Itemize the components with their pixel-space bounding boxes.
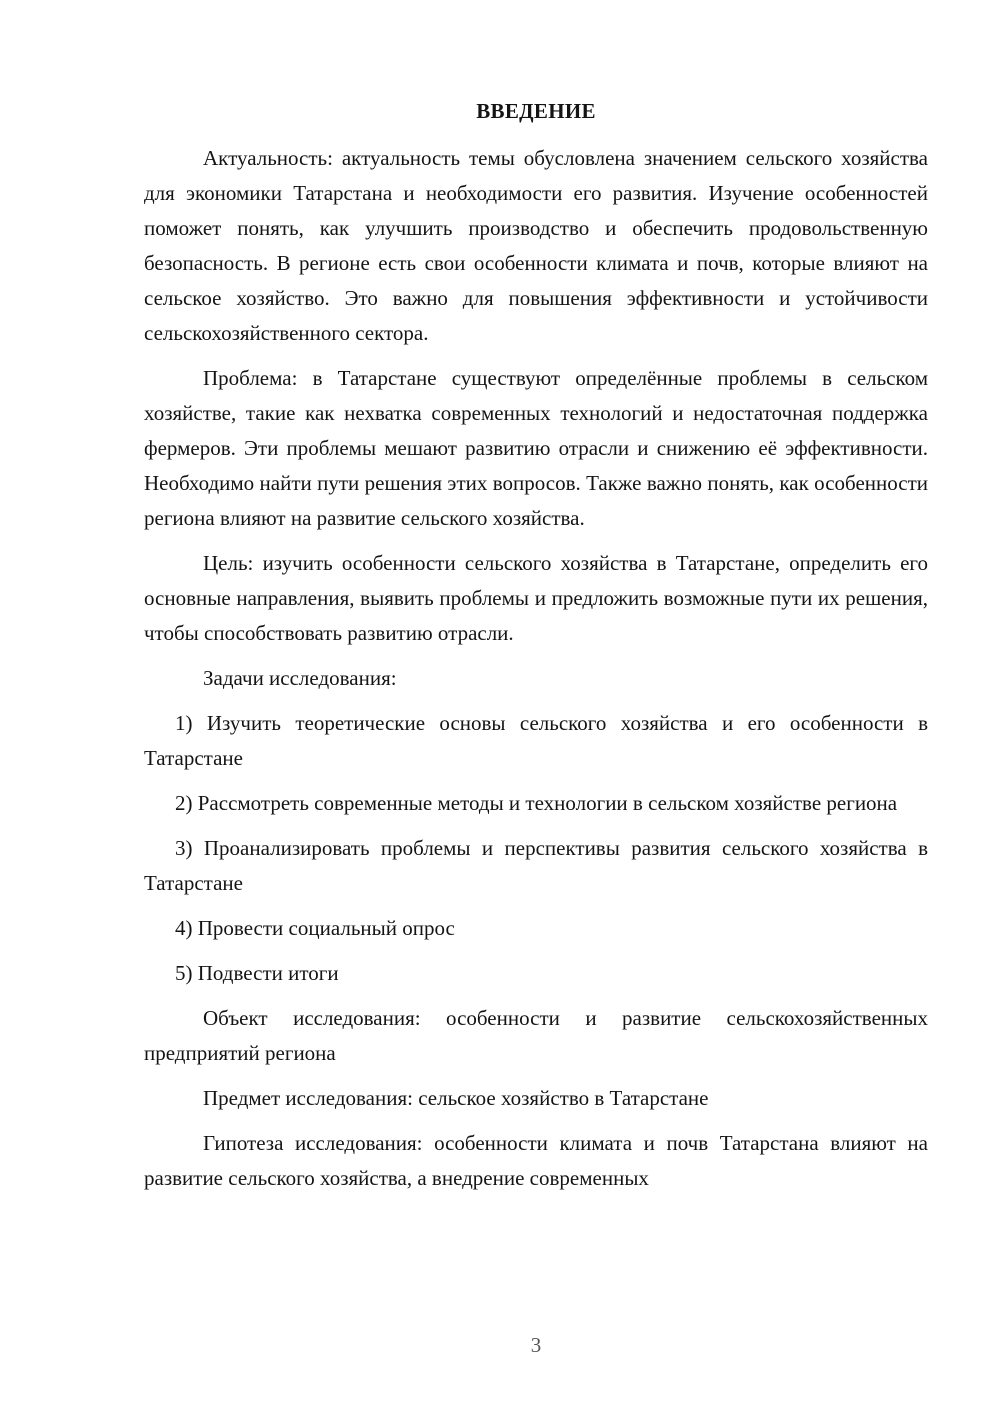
tasks-heading: Задачи исследования: [203, 666, 397, 690]
paragraph-subject: Предмет исследования: сельское хозяйство в Татарстане [203, 1086, 709, 1110]
section-heading: ВВЕДЕНИЕ [476, 99, 596, 123]
task-item-2: 2) Рассмотреть современные методы и технологии в сельском хозяйстве региона [175, 791, 898, 815]
task-item-1: 1) Изучить теоретические основы сельского хозяйства и его особенности в Татарстане [144, 711, 928, 770]
task-item-3: 3) Проанализировать проблемы и перспективы развития сельского хозяйства в Татарстане [144, 836, 928, 895]
paragraph-object: Объект исследования: особенности и развитие сельскохозяйственных предприятий региона [144, 1006, 928, 1065]
task-item-4: 4) Провести социальный опрос [175, 916, 455, 940]
paragraph-goal: Цель: изучить особенности сельского хозяйства в Татарстане, определить его основные направления, выявить проблемы и предложить возможные пути их решения, чтобы способствовать развитию отрасли. [144, 551, 928, 645]
paragraph-problem: Проблема: в Татарстане существуют определённые проблемы в сельском хозяйстве, такие как нехватка современных технологий и недостаточная поддержка фермеров. Эти проблемы мешают развитию отрасли и снижению её эффективности. Необходимо найти пути решения этих вопросов. Также важно понять, как особенности региона влияют на развитие сельского хозяйства. [144, 366, 928, 530]
paragraph-relevance: Актуальность: актуальность темы обусловлена значением сельского хозяйства для экономики Татарстана и необходимости его развития. Изучение особенностей поможет понять, как улучшить производство и обеспечить продовольственную безопасность. В регионе есть свои особенности климата и почв, которые влияют на сельское хозяйство. Это важно для повышения эффективности и устойчивости сельскохозяйственного сектора. [144, 146, 928, 345]
task-item-5: 5) Подвести итоги [175, 961, 339, 985]
page-number: 3 [530, 1333, 542, 1357]
document-page [144, 94, 928, 1196]
paragraph-hypothesis: Гипотеза исследования: особенности климата и почв Татарстана влияют на развитие сельского хозяйства, а внедрение современных [144, 1131, 928, 1190]
